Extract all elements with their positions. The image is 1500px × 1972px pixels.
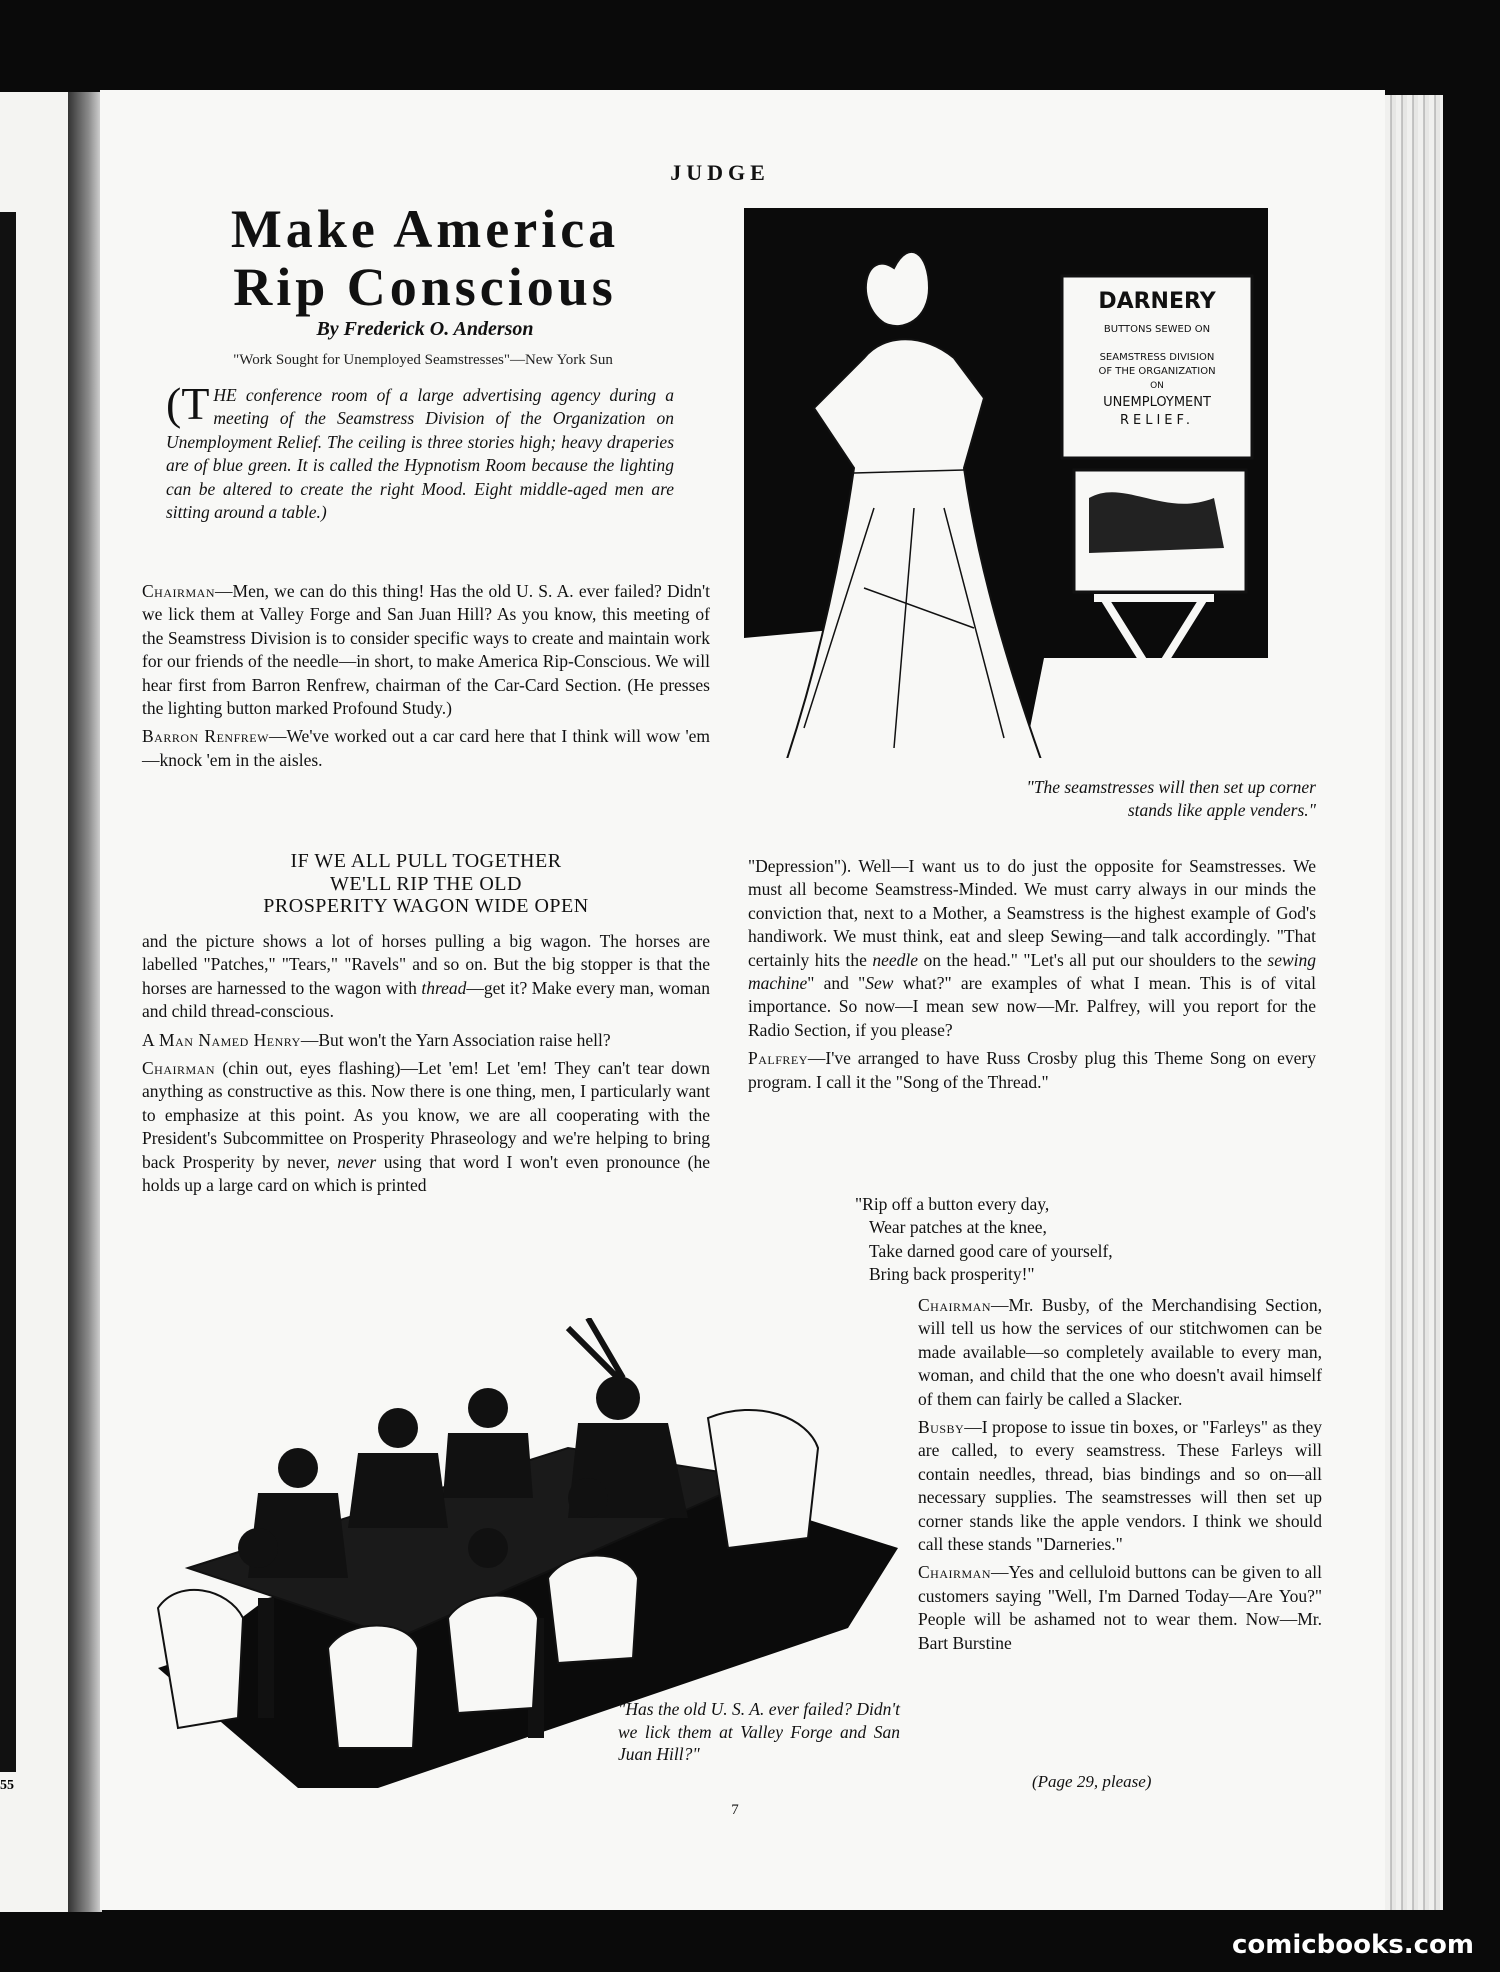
- man-head: [378, 1408, 418, 1448]
- man-head: [468, 1388, 508, 1428]
- slogan-line: WE'LL RIP THE OLD: [330, 872, 522, 895]
- text-run: " and ": [807, 973, 866, 994]
- dialogue-text: —I propose to issue tin boxes, or "Farleys" as they are called, to every seamstress. These Farleys will contain needles, thread, bias bindings and so on—all necessary supplies. The seamstresses will then set up corner stands like the apple vendors. I think we should call these stands "Darneries.": [918, 1417, 1322, 1555]
- book-gutter: [68, 92, 102, 1912]
- intro-text: HE conference room of a large advertising agency during a meeting of the Seamstress Division of the Organization on Unemployment Relief. The ceiling is three stories high; heavy draperies are of blue green. It is called the Hypnotism Room because the lighting can be altered to create the right Mood. Eight middle-aged men are sitting around a table.): [166, 385, 674, 523]
- continued-reference: (Page 29, please): [1032, 1772, 1152, 1791]
- text-run: using that word I won't even pronounce (he holds up a large card on which is printed: [142, 1151, 710, 1196]
- caption-seamstress: "The seamstresses will then set up corner stands like apple venders.": [1026, 777, 1316, 820]
- paragraph: [748, 1047, 1316, 1094]
- verse-line: Take darned good care of yourself,: [869, 1240, 1113, 1261]
- man-head: [596, 1376, 640, 1420]
- seamstress-illustration: [744, 208, 1268, 758]
- paragraph: [918, 1294, 1322, 1411]
- article-title: [150, 200, 700, 316]
- intro-stage-direction: [166, 378, 674, 524]
- dialogue-text: —But won't the Yarn Association raise hell?: [300, 1029, 611, 1050]
- dialogue-text: —We've worked out a car card here that I think will wow 'em—knock 'em in the aisles.: [142, 726, 710, 770]
- paragraph: [142, 1029, 710, 1052]
- paragraph: [142, 1057, 710, 1197]
- text-run: —get it? Make every man, woman and child thread-conscious.: [142, 977, 710, 1022]
- text-run: what?" are examples of what I mean. This is of vital importance. So now—I mean sew now—Mr. Palfrey, will you report for the Radio Section, if you please?: [748, 973, 1316, 1040]
- speaker-name: Chairman: [142, 581, 216, 601]
- speaker-name: Chairman: [918, 1562, 992, 1583]
- dialogue-text: —Men, we can do this thing! Has the old U. S. A. ever failed? Didn't we lick them at Valley Forge and San Juan Hill? As you know, this meeting of the Seamstress Division is to consider specific ways to create and maintain work for our friends of the needle—in short, to make America Rip-Conscious. We will hear first from Barron Renfrew, chairman of the Car-Card Section. (He presses the lighting button marked Profound Study.): [142, 581, 710, 719]
- speaker-name: Barron Renfrew: [142, 726, 269, 747]
- column-2-upper: [748, 855, 1316, 1099]
- verse-line: "Rip off a button every day,: [855, 1194, 1050, 1214]
- site-watermark: comicbooks.com: [1231, 1930, 1474, 1960]
- chair: [708, 1410, 818, 1548]
- car-card-slogan: [142, 850, 710, 918]
- speaker-name: Chairman: [918, 1295, 992, 1315]
- sign-text-relief: RELIEF.: [1119, 413, 1195, 428]
- column-1-lower: [142, 930, 710, 1197]
- emphasis: Sew: [865, 973, 894, 994]
- speaker-name: Chairman: [142, 1058, 216, 1079]
- adjacent-left-page: [0, 92, 68, 1912]
- speaker-name: Busby: [918, 1417, 965, 1438]
- speaker-name: A Man Named Henry: [142, 1029, 301, 1050]
- song-verse: [855, 1193, 1295, 1287]
- left-page-image-strip: [0, 212, 16, 1772]
- text-run: (chin out, eyes flashing)—Let 'em! Let 'em! They can't tear down anything as constructive as this. Now there is one thing, men, I particularly want to emphasize at this point. As you know, we are all cooperating with the President's Subcommittee on Prosperity Phraseology and we're helping to bring back Prosperity by never,: [142, 1058, 710, 1172]
- verse-line: Wear patches at the knee,: [869, 1217, 1047, 1238]
- epigraph: "Work Sought for Unemployed Seamstresses"—New York Sun: [233, 352, 613, 368]
- chair: [158, 1590, 243, 1728]
- man-body: [348, 1453, 448, 1528]
- floor-white: [1024, 658, 1268, 758]
- text-run: on the head." "Let's all put our shoulders to the: [918, 949, 1268, 970]
- raised-arm: [568, 1318, 623, 1378]
- paragraph: [748, 855, 1316, 1042]
- verse-line: Bring back prosperity!": [869, 1264, 1035, 1285]
- sign-text-on: ON: [1150, 381, 1164, 391]
- paragraph: [142, 930, 710, 1024]
- speaker-name: Palfrey: [748, 1048, 808, 1069]
- dialogue-text: —Yes and celluloid buttons can be given to all customers saying "Well, I'm Darned Today—Are You?" People will be ashamed not to wear them. Now—Mr. Bart Burstine: [918, 1562, 1322, 1653]
- sign-text-darnery: DARNERY: [1098, 289, 1216, 314]
- title-line-1: Make America: [230, 199, 620, 259]
- man-head: [468, 1528, 508, 1568]
- sign-text-organization: OF THE ORGANIZATION: [1098, 366, 1216, 377]
- emphasis: thread: [421, 977, 467, 998]
- caption-conference: "Has the old U. S. A. ever failed? Didn't we lick them at Valley Forge and San Juan Hill?": [618, 1699, 900, 1764]
- man-head: [238, 1528, 278, 1568]
- man-body: [443, 1433, 533, 1498]
- sign-text-buttons: BUTTONS SEWED ON: [1103, 324, 1211, 335]
- chair: [448, 1596, 538, 1714]
- sign-text-division: SEAMSTRESS DIVISION: [1099, 352, 1215, 363]
- table-leg: [258, 1598, 274, 1718]
- left-page-number: 55: [0, 1778, 14, 1793]
- dialogue-text: —Mr. Busby, of the Merchandising Section, will tell us how the services of our stitchwomen can be made available—so completely available to every man, woman, and child that the one who doesn't avail himself of them can fairly be called a Slacker.: [918, 1295, 1322, 1409]
- dialogue-text: —I've arranged to have Russ Crosby plug this Theme Song on every program. I call it the "Song of the Thread.": [748, 1048, 1316, 1092]
- emphasis: needle: [872, 949, 918, 970]
- column-1-upper: [142, 580, 710, 777]
- paragraph: [142, 580, 710, 720]
- chair: [328, 1626, 418, 1749]
- drop-cap: (T: [166, 378, 210, 429]
- column-2-lower: [918, 1294, 1322, 1655]
- emphasis: sewing machine: [748, 949, 1317, 994]
- paragraph: [918, 1561, 1322, 1655]
- man-head: [278, 1448, 318, 1488]
- sign-text-unemployment: UNEMPLOYMENT: [1103, 395, 1211, 410]
- paragraph: [918, 1416, 1322, 1556]
- paragraph: [142, 725, 710, 772]
- emphasis: never: [337, 1151, 377, 1172]
- byline: By Frederick O. Anderson: [316, 318, 534, 340]
- page-edges: [1385, 95, 1443, 1910]
- title-line-2: Rip Conscious: [233, 257, 617, 317]
- slogan-line: PROSPERITY WAGON WIDE OPEN: [263, 895, 589, 917]
- page-number: 7: [731, 1802, 739, 1818]
- chair: [548, 1556, 638, 1664]
- text-run: "Depression"). Well—I want us to do just the opposite for Seamstresses. We must all become Seamstress-Minded. We must carry always in our minds the conviction that, next to a Mother, a Seamstress is the highest example of God's handiwork. We must think, eat and sleep Sewing—and talk accordingly. "That certainly hits the: [748, 856, 1316, 970]
- text-run: and the picture shows a lot of horses pulling a big wagon. The horses are labelled "Patches," "Tears," "Ravels" and so on. But the big stopper is that the horses are harnessed to the wagon with: [142, 931, 710, 998]
- magazine-masthead: JUDGE: [670, 160, 770, 185]
- slogan-line: IF WE ALL PULL TOGETHER: [290, 850, 562, 872]
- box-contents: [1089, 492, 1224, 553]
- man-head: [568, 1478, 608, 1518]
